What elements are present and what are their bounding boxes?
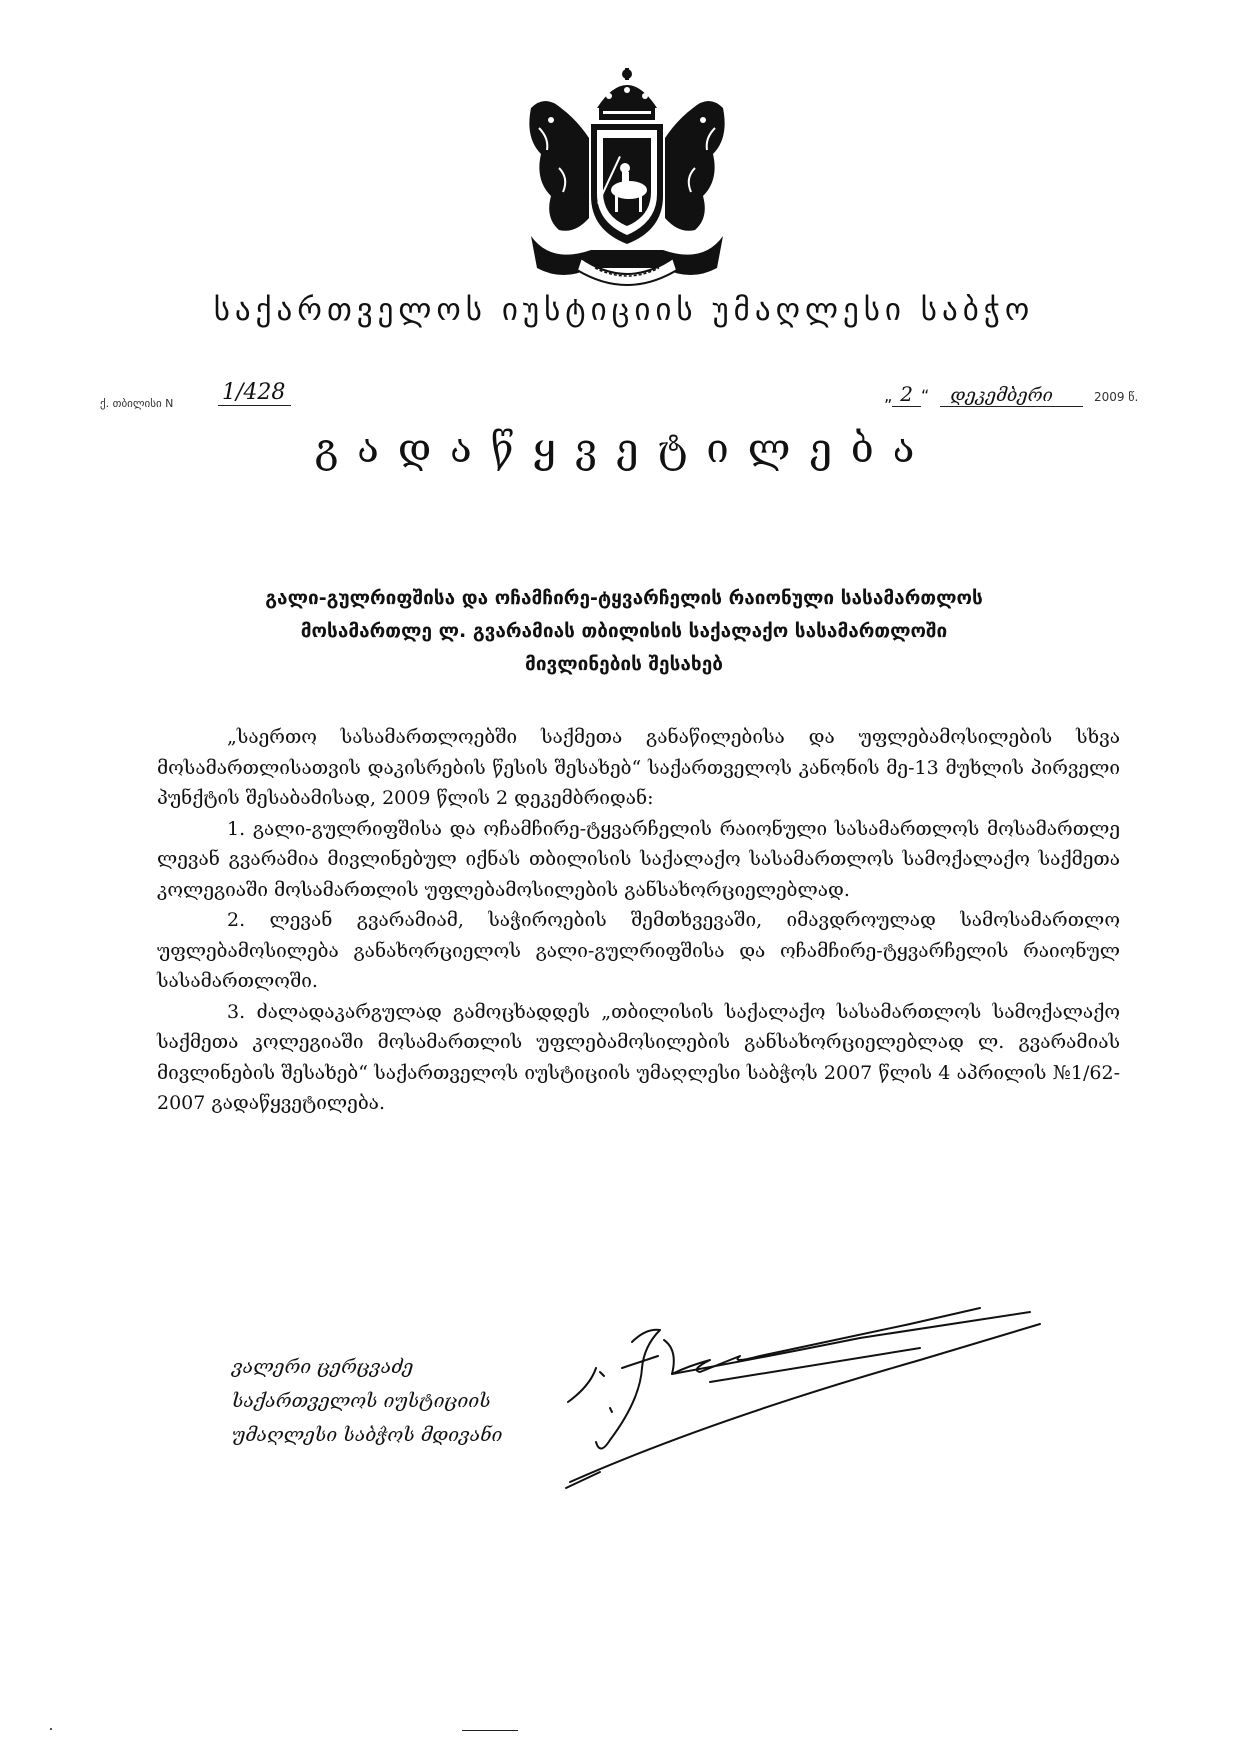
lion-supporter-left-icon — [529, 101, 589, 231]
decision-heading — [190, 582, 1058, 681]
item-paragraph: 2. ლევან გვარამიამ, საჭიროების შემთხვევაში, იმავდროულად სამოსამართლო უფლებამოსილება განახორციელოს გალი-გულრიფშისა და ოჩამჩირე-ტყვარჩელის რაიონულ სასამართლოში. — [157, 909, 1120, 992]
crown-icon — [597, 68, 657, 120]
coat-of-arms-emblem — [511, 68, 743, 291]
date-day: 2 — [892, 382, 921, 407]
decision-body — [157, 722, 1120, 1119]
signer-name: ვალერი ცერცვაძე — [232, 1356, 414, 1378]
heading-line: გალი-გულრიფშისა და ოჩამჩირე-ტყვარჩელის რაიონული სასამართლოს — [265, 587, 983, 609]
document-date: „ 2 “ დეკემბერი 2009 წ. — [884, 382, 1139, 406]
date-year: 2009 წ. — [1093, 390, 1139, 404]
signer-title: საქართველოს იუსტიციის — [232, 1390, 491, 1412]
signer-block — [232, 1350, 502, 1452]
registration-label: ქ. თბილისი N — [100, 397, 174, 410]
lion-supporter-right-icon — [665, 101, 725, 231]
item-paragraph: 3. ძალადაკარგულად გამოცხადდეს „თბილისის საქალაქო სასამართლოს სამოქალაქო საქმეთა კოლეგიაში მოსამართლის უფლებამოსილების განსახორციელებლად ლ. გვარამიას მივლინების შესახებ“ საქართველოს იუსტიციის უმაღლესი საბჭოს 2007 წლის 4 აპრილის №1/62-2007 გადაწყვეტილება. — [157, 1000, 1120, 1114]
date-month: დეკემბერი — [940, 385, 1082, 407]
scan-artifact-dot — [50, 1728, 52, 1730]
heading-line: მივლინების შესახებ — [525, 653, 723, 675]
signer-title: უმაღლესი საბჭოს მდივანი — [232, 1424, 503, 1446]
document-type-title: გადაწყვეტილება — [314, 426, 934, 472]
heading-line: მოსამართლე ლ. გვარამიას თბილისის საქალაქო სასამართლოში — [300, 620, 948, 642]
handwritten-signature — [560, 1290, 1060, 1490]
item-paragraph: 1. გალი-გულრიფშისა და ოჩამჩირე-ტყვარჩელის რაიონული სასამართლოს მოსამართლე ლევან გვარამია მივლინებულ იქნას თბილისის საქალაქო სასამართლოს სამოქალაქო საქმეთა კოლეგიაში მოსამართლის უფლებამოსილების განსახორციელებლად. — [157, 817, 1120, 901]
preamble-paragraph: „საერთო სასამართლოებში საქმეთა განაწილებისა და უფლებამოსილების სხვა მოსამართლისათვის დაკისრების წესის შესახებ“ საქართველოს კანონის მე-13 მუხლის პირველი პუნქტის შესაბამისად, 2009 წლის 2 დეკემბრიდან: — [157, 726, 1120, 809]
footer-rule — [462, 1730, 518, 1731]
institution-name: საქართველოს იუსტიციის უმაღლესი საბჭო — [213, 292, 1035, 328]
registration-number: 1/428 — [218, 380, 291, 406]
